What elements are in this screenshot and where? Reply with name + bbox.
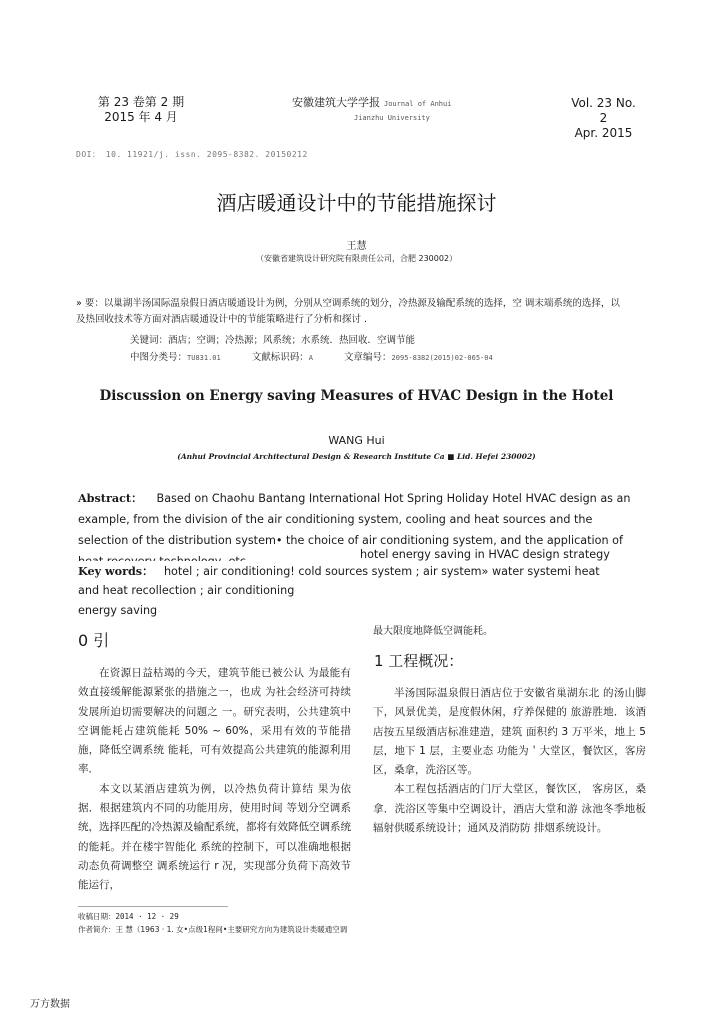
clc-value: TU831.01 bbox=[187, 354, 221, 362]
abstract-en-text: Based on Chaohu Bantang International Hot Spring Holiday Hotel HVAC design as an example, from the division of the air conditioning system, cooling and heat sources and the selection of the distribution system• the choice of air conditioning system, and the application of bbox=[78, 492, 631, 547]
abstract-en-label: Abstract： bbox=[78, 491, 143, 505]
received-value: 2014 · 12 · 29 bbox=[115, 912, 179, 921]
affiliation-en: (Anhui Provincial Architectural Design & Research Institute Ca ■ Lid. Hefei 230002) bbox=[177, 452, 536, 461]
affiliation-cn: （安徽省建筑设计研究院有限责任公司，合肥 230002） bbox=[255, 254, 458, 263]
paper-title-en: Discussion on Energy saving Measures of HVAC Design in the Hotel bbox=[99, 388, 614, 404]
article-number-label: 文章编号： bbox=[344, 352, 392, 363]
vol-en-2: 2 bbox=[599, 111, 608, 125]
journal-name bbox=[292, 96, 451, 125]
vol-en-1: Vol. 23 No. bbox=[571, 96, 636, 110]
abstract-en-overlay: hotel energy saving in HVAC design strategy bbox=[360, 548, 610, 561]
keywords-en-rest: and heat recollection ; air conditioning energy saving bbox=[78, 584, 295, 617]
right-column-body bbox=[373, 684, 646, 838]
issue-info-en bbox=[566, 96, 641, 141]
section-heading-intro: 0 引 bbox=[78, 631, 110, 650]
abstract-cn: » 要：以巢湖半汤国际温泉假日酒店暖通设计为例，分别从空调系统的划分，冷热源及输配系统的选择，空 调末端系统的选择，以及热回收技术等方面对酒店暖通设计中的节能策略进行了分析和探讨 . bbox=[76, 298, 620, 325]
doi: DOI： 10. 11921/j. issn. 2095-8382. 20150212 bbox=[76, 150, 308, 159]
keywords-cn: 关键词：酒店；空调；冷热源；风系统；水系统．热回收．空调节能 bbox=[130, 335, 416, 346]
date-cn: 2015 年 4 月 bbox=[104, 110, 178, 124]
paragraph: 本文以某酒店建筑为例，以冷热负荷计算结 果为依据．根据建筑内不同的功能用房，使用时间 等划分空调系统，选择匹配的冷热源及输配系统，都将有效降低空调系统的能耗。并在楼宇智能化 系统的控制下，可以准确地根据动态负荷调整空 调系统运行 r 况，实现部分负荷下高效节能运行， bbox=[78, 782, 351, 892]
paragraph: 半汤国际温泉假日酒店位于安徽省巢湖东北 的汤山脚下，风景优美，是度假休闲，疗养保健的 旅游胜地．该酒店按五星级酒店标准建造，建筑 面积约 3 万平米，地上 5 层，地下 1 层，主要业态 功能为＇大堂区，餐饮区，客房区，桑拿，洗浴区等。 bbox=[373, 687, 646, 777]
classification-line bbox=[130, 349, 493, 363]
date-en: Apr. 2015 bbox=[574, 126, 633, 140]
watermark-text: 万方数据 bbox=[30, 999, 70, 1010]
issue-cn: 第 23 卷第 2 期 bbox=[97, 95, 185, 109]
received-date bbox=[78, 910, 347, 923]
author-en: WANG Hui bbox=[328, 434, 385, 447]
journal-en-1: Journal of Anhui bbox=[384, 100, 452, 108]
footnote bbox=[78, 910, 347, 936]
clc-label: 中图分类号： bbox=[130, 352, 188, 363]
doc-code-label: 文献标识码： bbox=[251, 352, 309, 363]
section-heading-overview: 1 工程概况： bbox=[374, 652, 464, 670]
article-number-value: 2095-8382(2015)02-065-04 bbox=[391, 354, 493, 362]
left-column-body bbox=[78, 664, 351, 896]
journal-cn: 安徽建筑大学学报 bbox=[292, 96, 380, 109]
paper-title-cn: 酒店暖通设计中的节能措施探讨 bbox=[216, 191, 497, 215]
keywords-en-label: Key words： bbox=[78, 564, 154, 578]
right-column-top-line: 最大限度地降低空调能耗。 bbox=[373, 626, 493, 637]
paragraph: 在资源日益枯竭的今天，建筑节能已被公认 为最能有效直接缓解能源紧张的措施之一，也成 为社会经济可持续发展所迫切需要解决的问题之 一。研究表明，公共建筑中空调能耗占建筑能耗 50% ~ 60%，采用有效的节能措施，降低空调系统 能耗，可有效提高公共建筑的能源利用率． bbox=[78, 667, 351, 776]
paragraph: 本工程包括酒店的门厅大堂区，餐饮区， 客房区，桑拿．洗浴区等集中空调设计，酒店大堂和游 泳池冬季地板辐射供暖系统设计；通风及消防防 排烟系统设计。 bbox=[373, 783, 646, 835]
journal-en-2: Jianzhu University bbox=[354, 114, 430, 122]
author-bio: 作者简介：王 慧（1963 · 1. 女•点级1程间•主要研究方向为建筑设计类暖通空调 bbox=[78, 925, 348, 934]
keywords-en-line bbox=[78, 561, 713, 582]
keywords-en-line1: hotel ; air conditioning! cold sources system ; air system» water systemi heat bbox=[163, 565, 600, 578]
author-cn: 王慧 bbox=[346, 241, 367, 252]
footnote-rule bbox=[78, 906, 228, 907]
received-label: 收稿日期： bbox=[78, 912, 116, 921]
doc-code-value: A bbox=[308, 354, 313, 362]
issue-info-cn bbox=[96, 95, 186, 125]
